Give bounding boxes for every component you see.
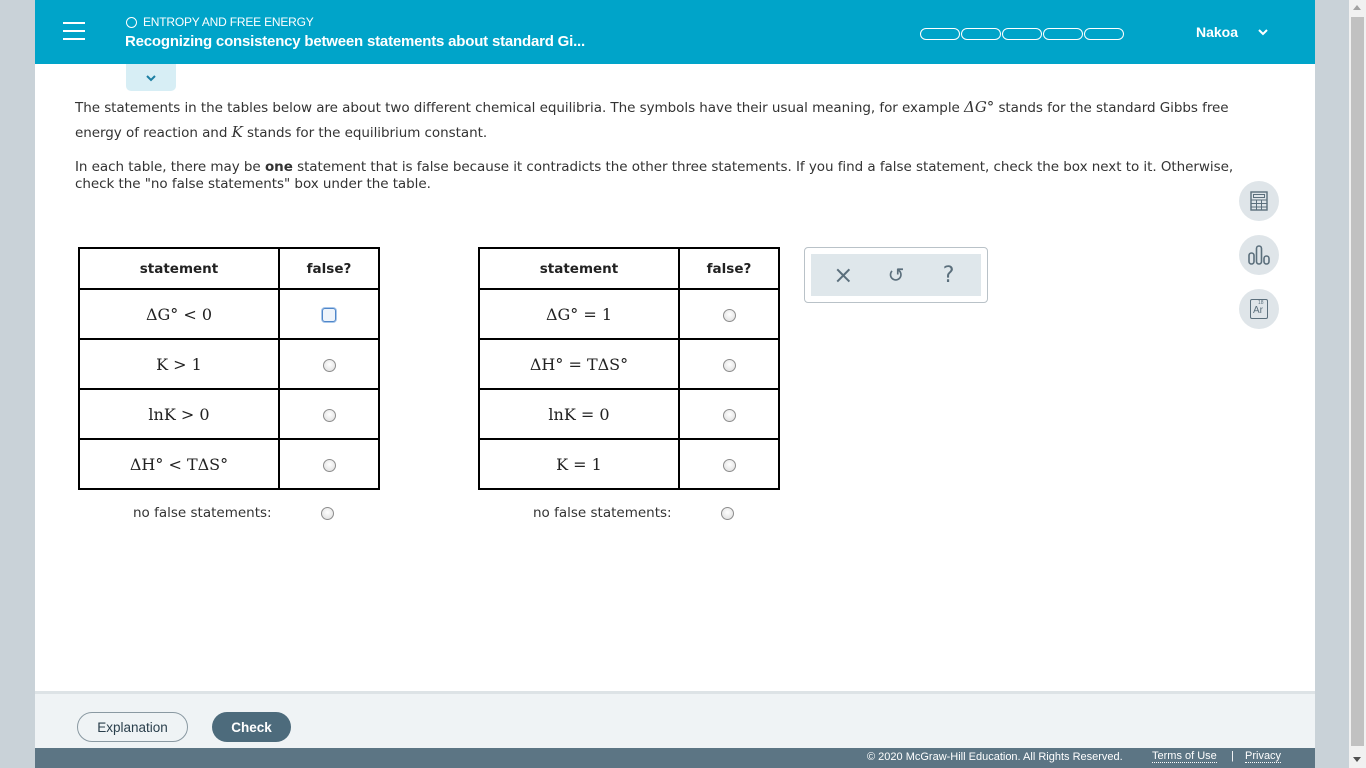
table-row: [79, 389, 379, 439]
statement-formula: ΔH° < TΔS°: [129, 454, 229, 474]
false-checkbox[interactable]: [723, 309, 736, 322]
emphasis-one: one: [264, 159, 293, 175]
progress-segment: [1084, 28, 1124, 40]
scroll-down-arrow-icon[interactable]: [1353, 757, 1361, 762]
periodic-table-icon: [1250, 299, 1268, 319]
statement-table-1: [78, 247, 380, 490]
statement-table-2: [478, 247, 780, 490]
table-row: [479, 389, 779, 439]
vertical-scrollbar[interactable]: [1349, 0, 1366, 768]
periodic-symbol: Ar: [1253, 305, 1263, 316]
data-chart-button[interactable]: [1239, 235, 1279, 275]
hamburger-menu-icon[interactable]: [63, 22, 85, 42]
delta-g-symbol: ΔG°: [964, 98, 995, 116]
statement-formula: ΔH° = TΔS°: [529, 354, 629, 374]
false-checkbox[interactable]: [723, 459, 736, 472]
statement-formula: K > 1: [156, 354, 202, 374]
statement-formula: lnK > 0: [148, 404, 210, 424]
progress-segment: [920, 28, 960, 40]
scroll-up-arrow-icon[interactable]: [1353, 5, 1361, 10]
topic-label: ENTROPY AND FREE ENERGY: [143, 15, 314, 29]
intro-paragraph-2: [75, 159, 1235, 193]
no-false-label: no false statements:: [133, 505, 272, 521]
false-checkbox[interactable]: [723, 359, 736, 372]
no-false-checkbox[interactable]: [721, 507, 734, 520]
clear-button[interactable]: [829, 261, 857, 289]
statement-formula: ΔG° = 1: [545, 304, 613, 324]
privacy-link[interactable]: Privacy: [1245, 750, 1282, 762]
close-icon: ×: [833, 261, 854, 289]
toolbox-buttons: [811, 254, 981, 296]
intro-text: stands for the standard Gibbs free energy of reaction and: [75, 100, 1229, 141]
intro-text: In each table, there may be: [75, 159, 265, 175]
help-button[interactable]: [935, 261, 963, 289]
calculator-button[interactable]: [1239, 181, 1279, 221]
false-checkbox[interactable]: [323, 459, 336, 472]
intro-text: statement that is false because it contradicts the other three statements. If you find a false statement, check the box next to it. Otherwise, check the "no false statements" box under the table.: [75, 159, 1234, 192]
false-checkbox[interactable]: [323, 359, 336, 372]
page-title: Recognizing consistency between statements about standard Gi...: [125, 33, 585, 50]
app-window: [35, 0, 1315, 768]
periodic-table-button[interactable]: [1239, 289, 1279, 329]
table-row: [479, 439, 779, 489]
table-row: [479, 339, 779, 389]
table-row: [79, 339, 379, 389]
statement-formula: K = 1: [556, 454, 602, 474]
bar-chart-icon: [1247, 244, 1271, 266]
bottom-bar: [35, 691, 1315, 748]
table-row: [79, 289, 379, 339]
false-checkbox[interactable]: [322, 308, 336, 322]
no-false-checkbox[interactable]: [321, 507, 334, 520]
progress-segment: [961, 28, 1001, 40]
intro-paragraph-1: [75, 95, 1235, 145]
chevron-down-icon[interactable]: [1257, 26, 1269, 38]
false-checkbox[interactable]: [723, 409, 736, 422]
intro-text: The statements in the tables below are about two different chemical equilibria. The symbols have their usual meaning, for example: [75, 100, 965, 116]
topic-row: [126, 15, 314, 29]
progress-segment: [1002, 28, 1042, 40]
undo-icon: ↺: [887, 263, 905, 287]
check-button[interactable]: Check: [212, 712, 291, 742]
false-checkbox[interactable]: [323, 409, 336, 422]
scroll-thumb[interactable]: [1351, 17, 1364, 746]
statement-formula: lnK = 0: [548, 404, 610, 424]
column-header-statement: statement: [479, 248, 679, 289]
progress-bar: [920, 28, 1125, 40]
chevron-down-icon: [145, 73, 157, 83]
copyright-text: © 2020 McGraw-Hill Education. All Rights Reserved.: [867, 751, 1123, 763]
table-row: [79, 439, 379, 489]
k-symbol: K: [231, 123, 243, 141]
column-header-false: false?: [279, 248, 379, 289]
progress-segment: [1043, 28, 1083, 40]
calculator-icon: [1250, 191, 1268, 211]
explanation-button[interactable]: Explanation: [77, 712, 188, 742]
table-row: [479, 289, 779, 339]
answer-toolbox: [804, 247, 988, 303]
footer: [35, 748, 1315, 768]
help-icon: ?: [942, 262, 955, 288]
topic-circle-icon: [126, 17, 137, 28]
top-bar: [35, 0, 1315, 64]
collapse-toggle[interactable]: [126, 64, 176, 91]
undo-button[interactable]: [882, 261, 910, 289]
column-header-statement: statement: [79, 248, 279, 289]
statement-formula: ΔG° < 0: [145, 304, 213, 324]
intro-text: stands for the equilibrium constant.: [242, 125, 488, 141]
terms-link[interactable]: Terms of Use: [1152, 750, 1217, 762]
column-header-false: false?: [679, 248, 779, 289]
user-name[interactable]: Nakoa: [1196, 24, 1239, 40]
periodic-number: 18: [1258, 300, 1264, 306]
footer-separator: |: [1231, 750, 1234, 762]
no-false-label: no false statements:: [533, 505, 672, 521]
